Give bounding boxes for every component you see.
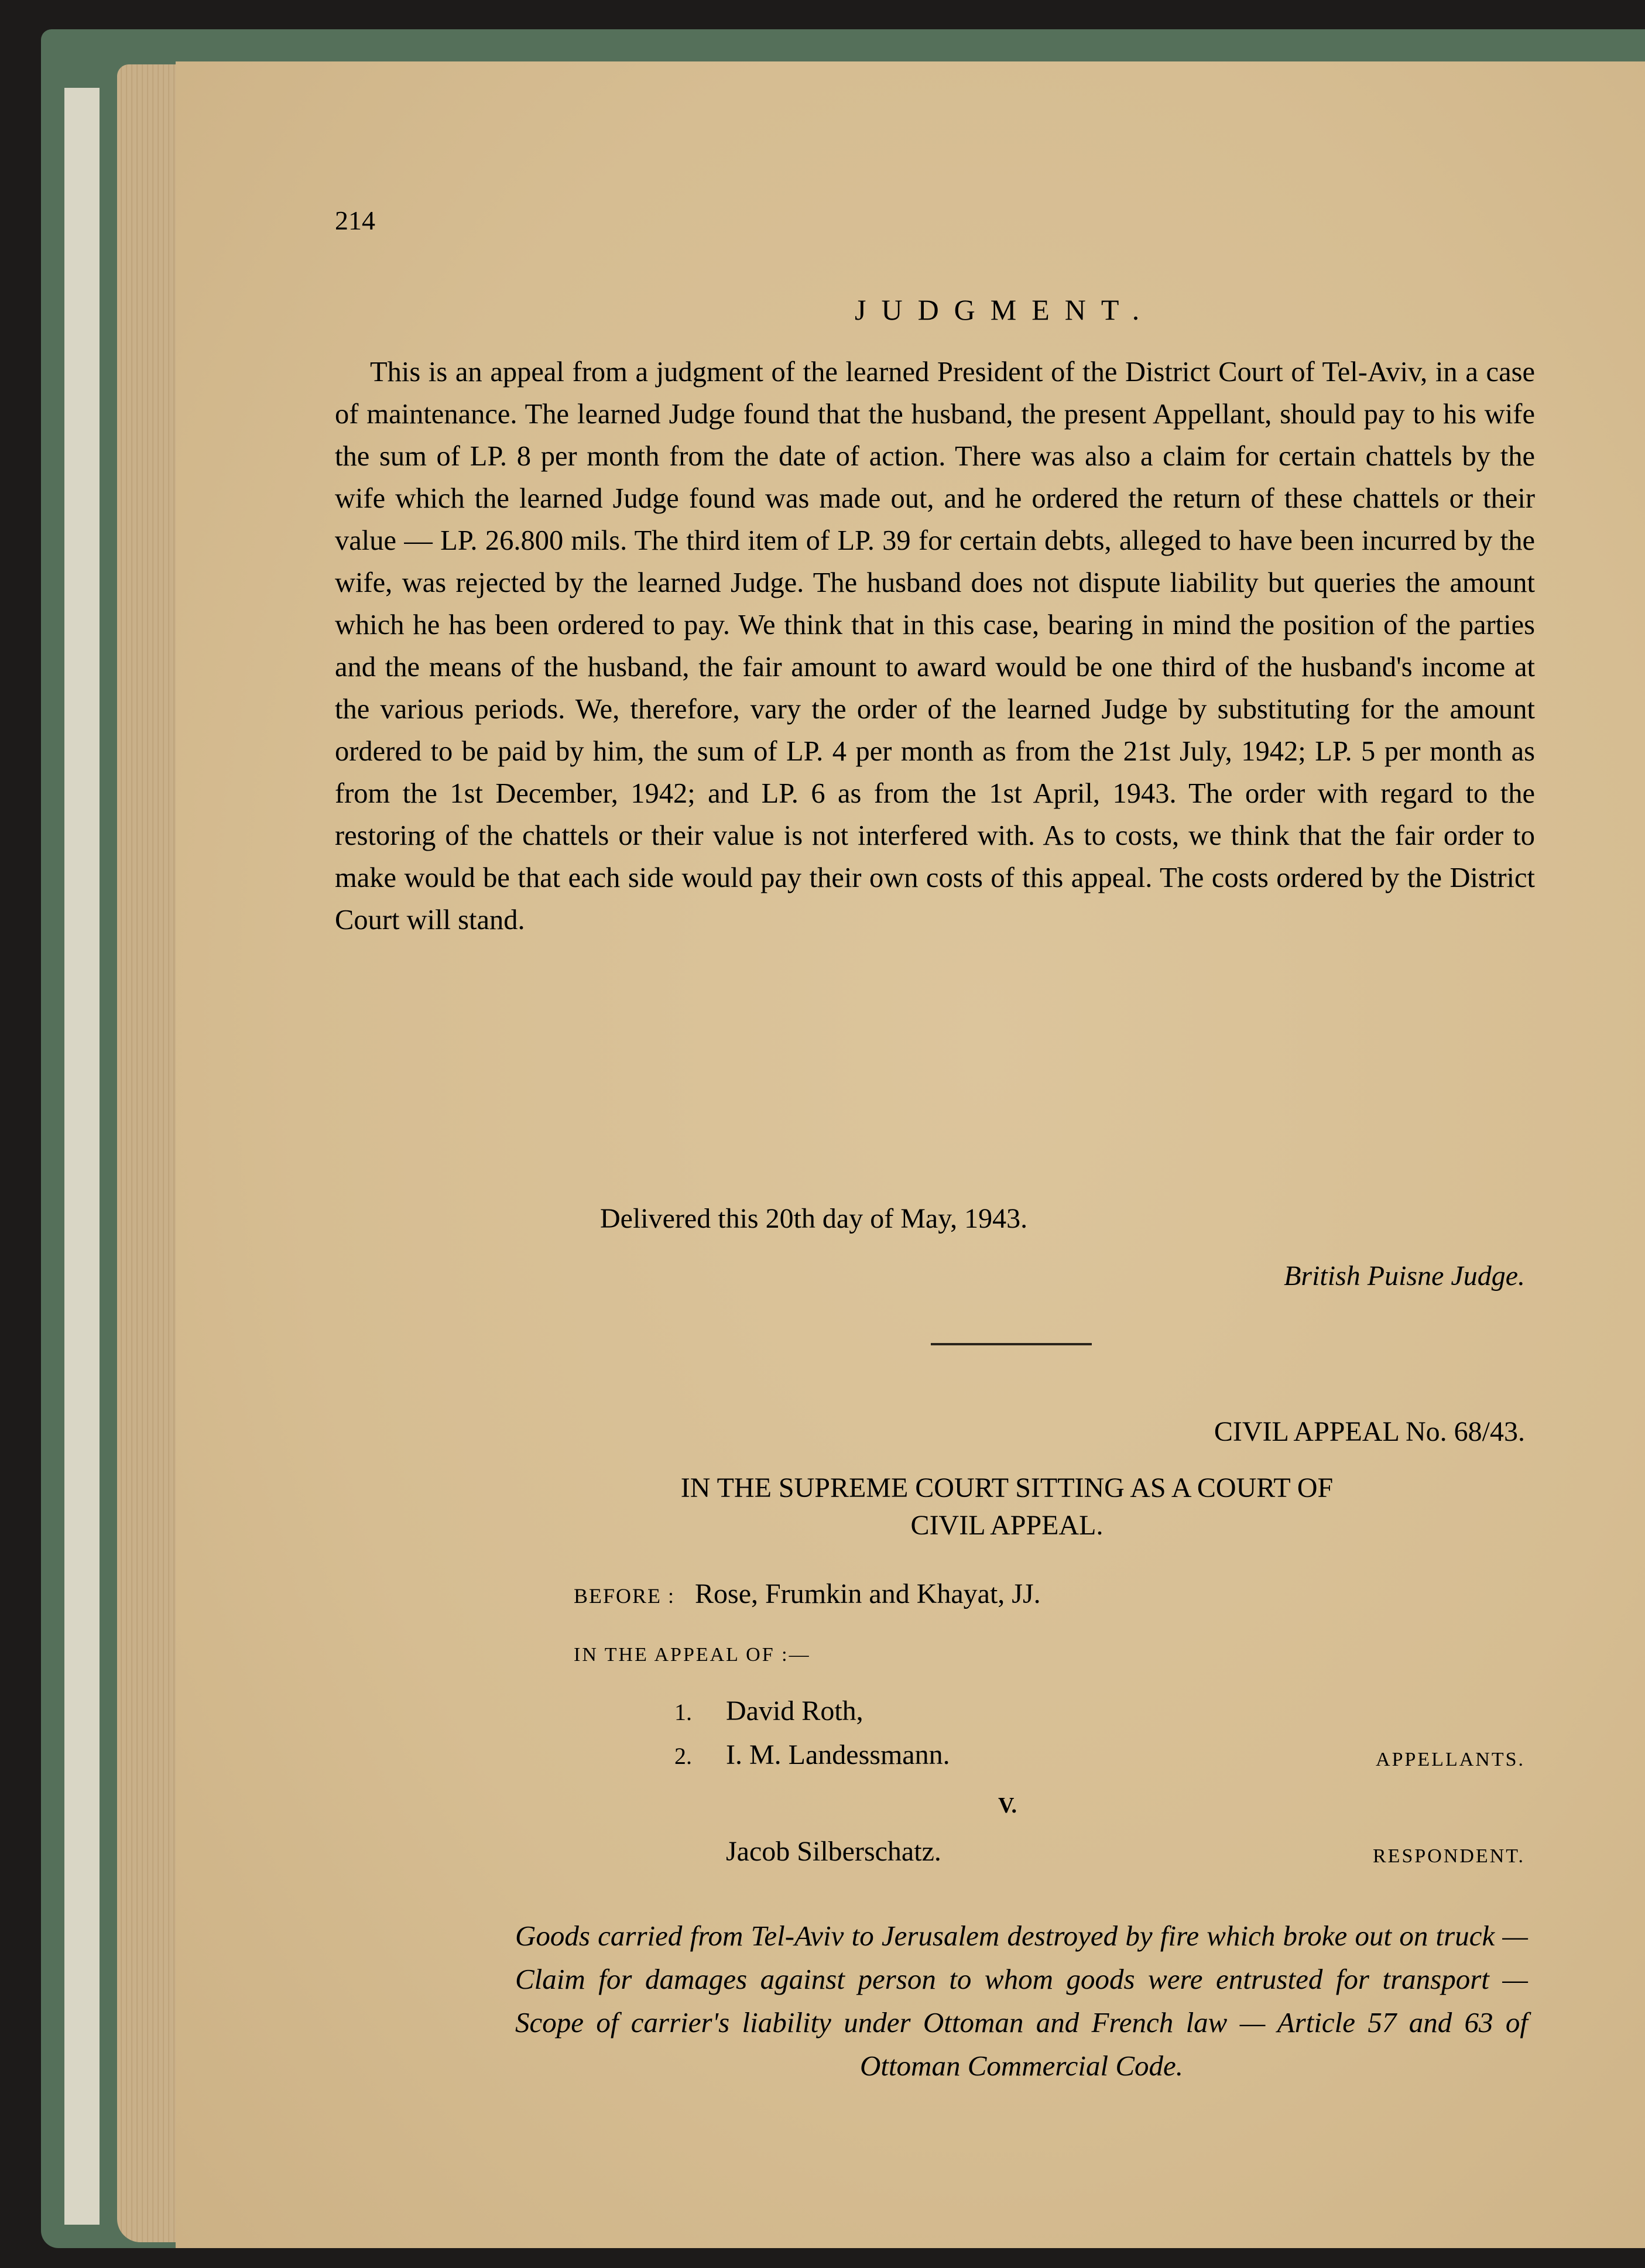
appellant-number: 2. bbox=[674, 1743, 692, 1769]
cover-endpaper bbox=[64, 88, 100, 2225]
bench-judges: Rose, Frumkin and Khayat, JJ. bbox=[695, 1578, 1041, 1609]
court-title bbox=[527, 1469, 1487, 1544]
judgment-body bbox=[335, 351, 1535, 941]
court-title-line-2: CIVIL APPEAL. bbox=[910, 1510, 1103, 1541]
page-number: 214 bbox=[335, 205, 375, 235]
delivered-date: Delivered this 20th day of May, 1943. bbox=[600, 1203, 1028, 1234]
headnote: Goods carried from Tel-Aviv to Jerusalem destroyed by fire which broke out on truck — Claim for damages against person to whom goods were entrusted for transport — Scope of carrier's liability under Ottoman and French law — Article 57 and 63 of Ottoman Commercial Code. bbox=[515, 1920, 1528, 2082]
judgment-heading: JUDGMENT. bbox=[855, 293, 1155, 326]
appellant-2 bbox=[674, 1739, 950, 1771]
case-number: CIVIL APPEAL No. 68/43. bbox=[1214, 1416, 1525, 1447]
judgment-paragraph: This is an appeal from a judgment of the learned President of the District Court of Tel-Aviv, in a case of maintenance. The learned Judge found that the husband, the present Appellant, should pay to his wife the sum of LP. 8 per month from the date of action. There was also a claim for certain chattels by the wife which the learned Judge found was made out, and he ordered the return of these chattels or their value — LP. 26.800 mils. The third item of LP. 39 for certain debts, alleged to have been incurred by the wife, was rejected by the learned Judge. The husband does not dispute liability but queries the amount which he has been ordered to pay. We think that in this case, bearing in mind the position of the parties and the means of the husband, the fair amount to award would be one third of the husband's income at the various periods. We, therefore, vary the order of the learned Judge by substituting for the amount ordered to be paid by him, the sum of LP. 4 per month as from the 21st July, 1942; LP. 5 per month as from the 1st December, 1942; and LP. 6 as from the 1st April, 1943. The order with regard to the restoring of the chattels or their value is not interfered with. As to costs, we think that the fair order to make would be that each side would pay their own costs of this appeal. The costs ordered by the District Court will stand. bbox=[335, 357, 1535, 936]
versus-label: V. bbox=[998, 1793, 1017, 1818]
before-label: BEFORE : bbox=[574, 1584, 676, 1608]
respondent-name: Jacob Silberschatz. bbox=[726, 1836, 941, 1867]
appellant-name: David Roth, bbox=[726, 1695, 863, 1726]
respondent-label: RESPONDENT. bbox=[1373, 1845, 1525, 1867]
appellant-name: I. M. Landessmann. bbox=[726, 1739, 950, 1770]
appeal-of-label: IN THE APPEAL OF :— bbox=[574, 1644, 811, 1666]
appellant-1 bbox=[674, 1695, 863, 1727]
court-title-line-1: IN THE SUPREME COURT SITTING AS A COURT OF bbox=[680, 1472, 1334, 1503]
appellant-number: 1. bbox=[674, 1699, 692, 1725]
bench-line bbox=[574, 1578, 1041, 1610]
section-divider bbox=[931, 1343, 1092, 1345]
respondent bbox=[726, 1835, 941, 1868]
judge-signature: British Puisne Judge. bbox=[1284, 1260, 1525, 1291]
appellants-label: APPELLANTS. bbox=[1376, 1749, 1525, 1770]
